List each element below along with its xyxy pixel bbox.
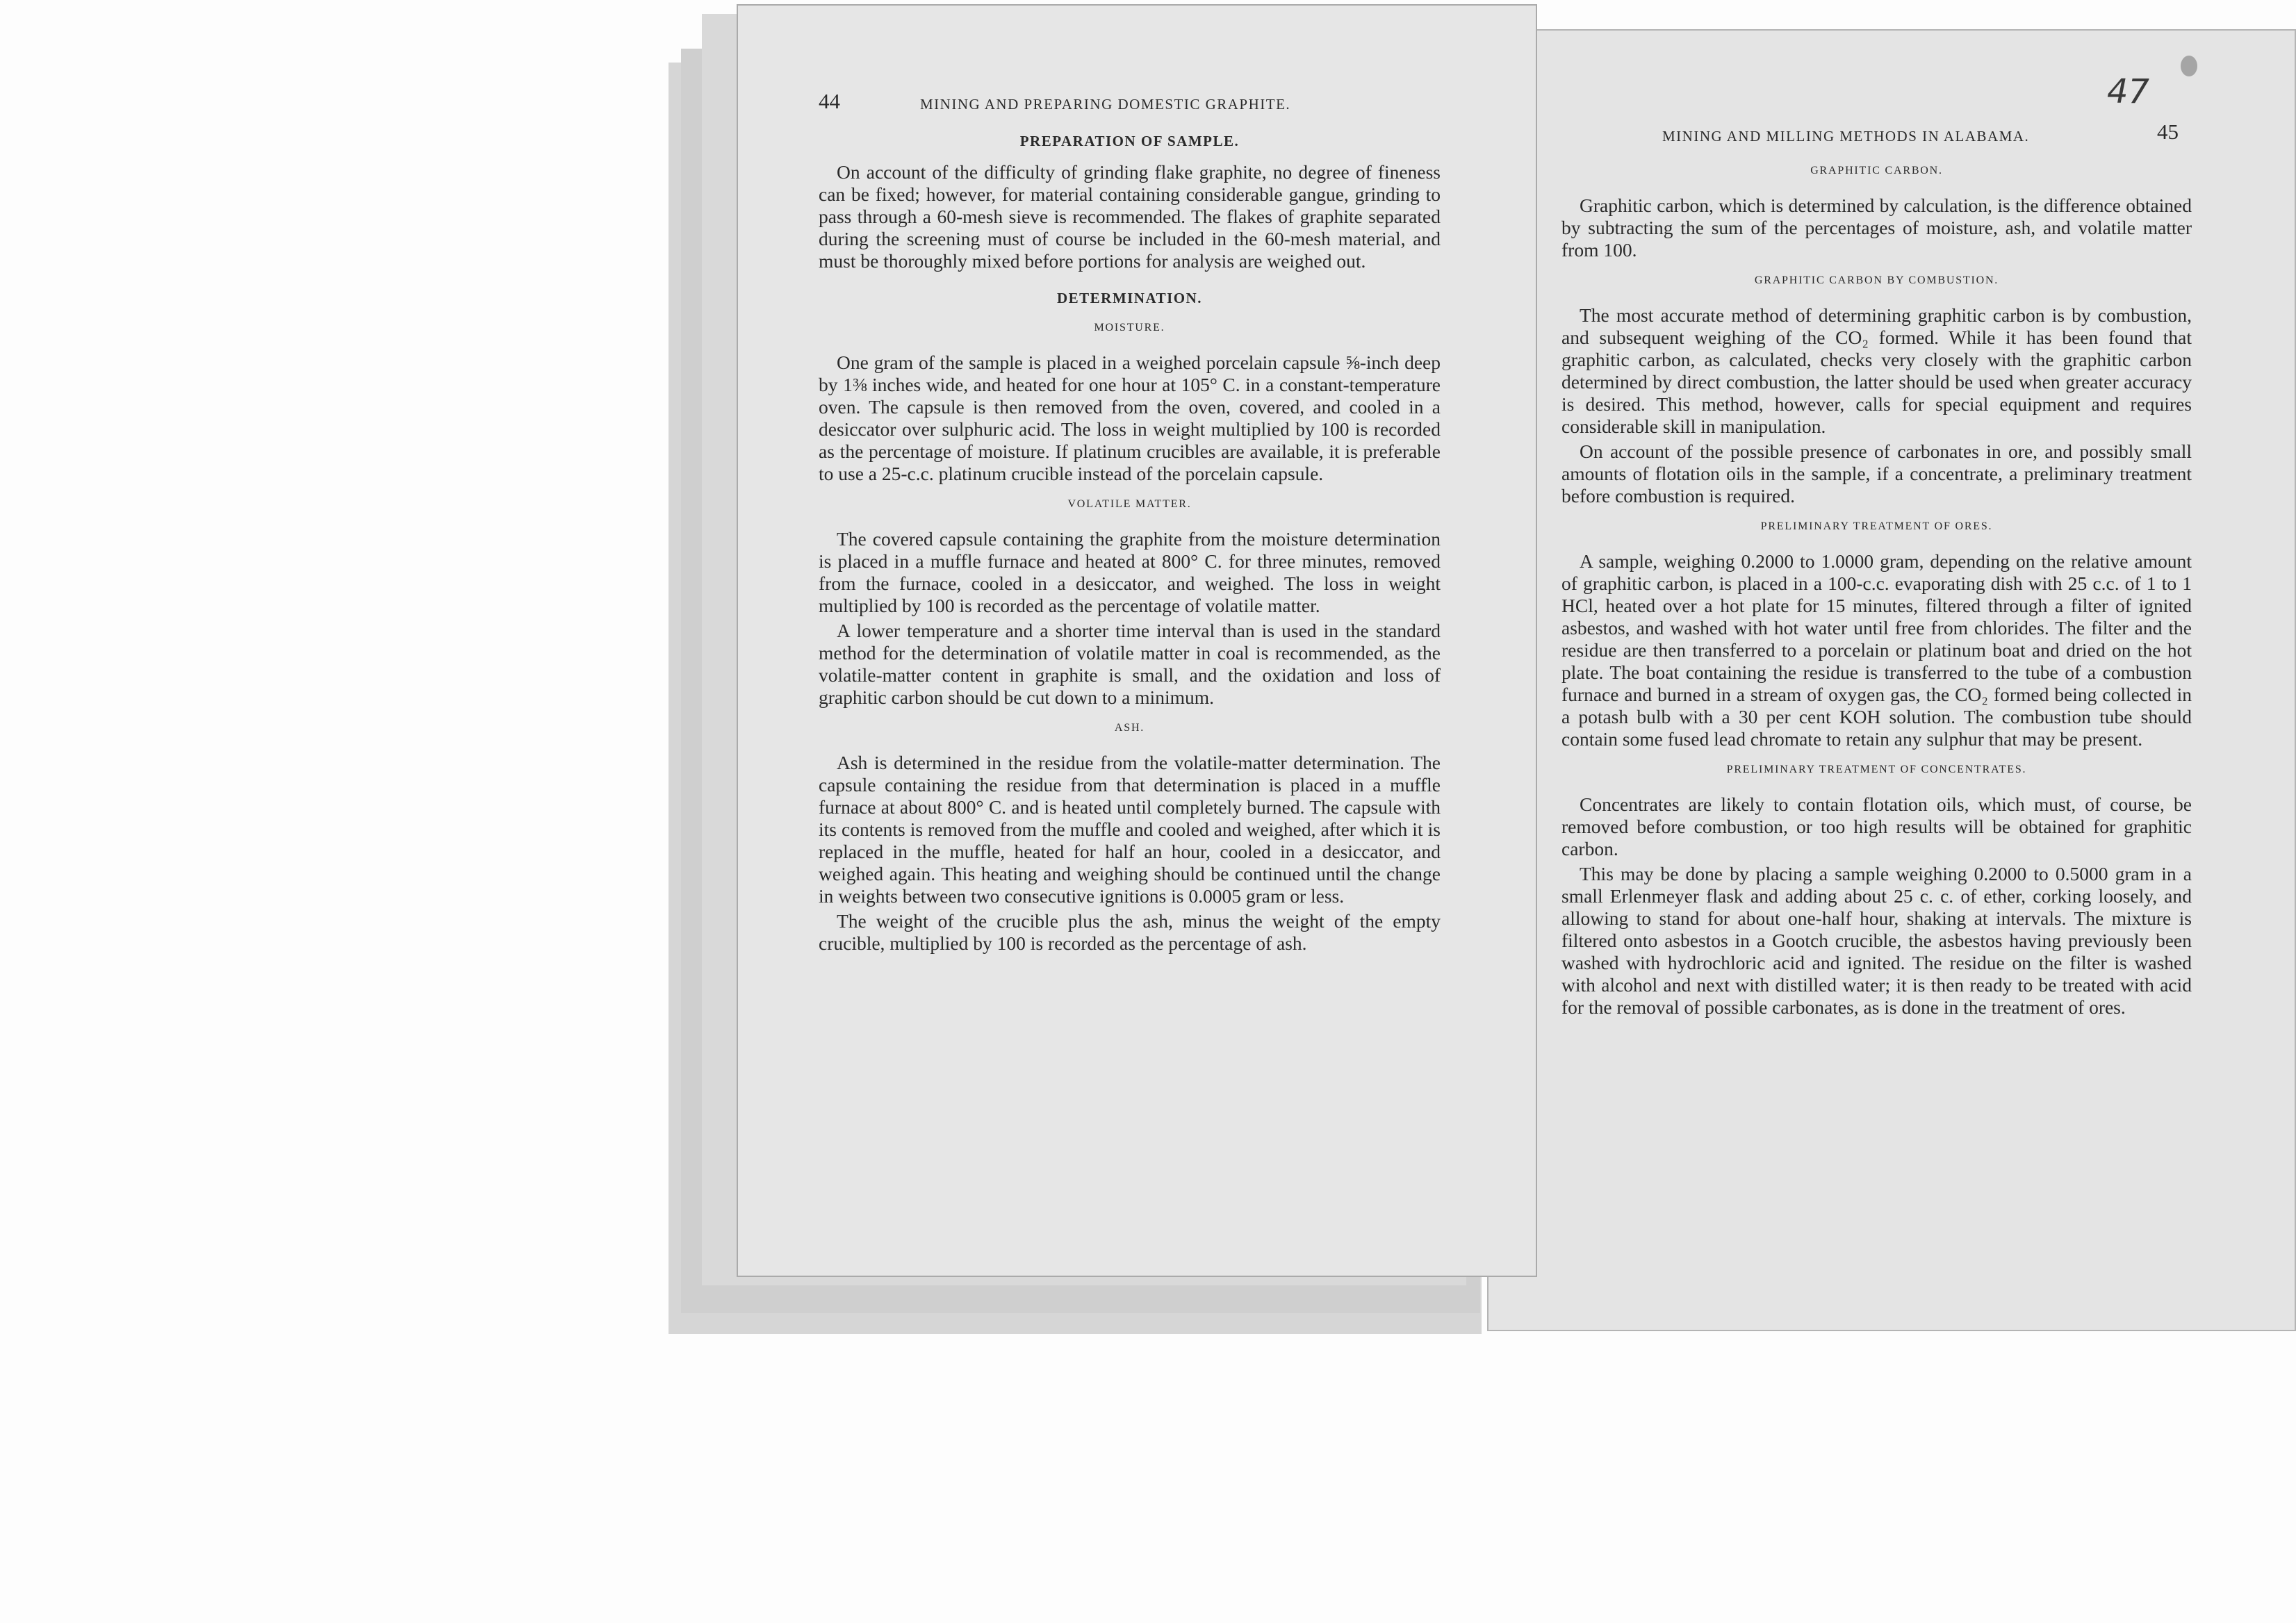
- right-page: [1487, 29, 2296, 1331]
- ink-smudge: [2181, 56, 2197, 76]
- paragraph: Concentrates are likely to contain flotation oils, which must, of course, be removed before combustion, or too high results will be obtained for graphitic carbon.: [1561, 793, 2192, 859]
- left-page-text: [819, 131, 1441, 957]
- running-head: MINING AND PREPARING DOMESTIC GRAPHITE.: [920, 96, 1291, 113]
- paragraph: The weight of the crucible plus the ash, minus the weight of the empty crucible, multiplied by 100 is recorded as the percentage of ash.: [819, 910, 1441, 954]
- right-page-text: [1561, 163, 2192, 1021]
- section-heading: PRELIMINARY TREATMENT OF CONCENTRATES.: [1726, 764, 2027, 775]
- paragraph: This may be done by placing a sample weighing 0.2000 to 0.5000 gram in a small Erlenmeyer flask and adding about 25 c. c. of ether, corking loosely, and allowing to stand for about one-half hour, shaking at intervals. The mixture is filtered onto asbestos in a Gootch crucible, the asbestos having previously been washed with hydrochloric acid and ignited. The residue on the filter is washed with alcohol and next with distilled water; it is then ready to be treated with acid for the removal of possible carbonates, as is done in the treatment of ores.: [1561, 863, 2192, 1018]
- left-page: [737, 4, 1537, 1277]
- paragraph: One gram of the sample is placed in a weighed porcelain capsule ⅝-inch deep by 1⅜ inches wide, and heated for one hour at 105° C. in a constant-temperature oven. The capsule is then removed from the oven, covered, and cooled in a desiccator over sulphuric acid. The loss in weight multiplied by 100 is recorded as the percentage of moisture. If platinum crucibles are available, it is preferable to use a 25-c.c. platinum crucible instead of the porcelain capsule.: [819, 352, 1441, 484]
- paragraph: The most accurate method of determining graphitic carbon is by combustion, and subsequent weighing of the CO₂ formed. While it has been found that graphitic carbon, as calculated, checks very closely with the graphitic carbon determined by direct combustion, the latter should be used when greater accuracy is desired. This method, however, calls for special equipment and requires considerable skill in manipulation.: [1561, 304, 2192, 437]
- page-number: 45: [2157, 120, 2179, 144]
- section-heading: GRAPHITIC CARBON BY COMBUSTION.: [1754, 274, 1999, 286]
- paragraph: Ash is determined in the residue from the volatile-matter determination. The capsule containing the residue from that determination is placed in a muffle furnace at about 800° C. and is heated until completely burned. The capsule with its contents is removed from the muffle and cooled and weighed, after which it is replaced in the muffle, heated for half an hour, cooled in a desiccator, and weighed again. This heating and weighing should be continued until the change in weights between two consecutive ignitions is 0.0005 gram or less.: [819, 752, 1441, 907]
- paragraph: On account of the difficulty of grinding flake graphite, no degree of fineness can be fixed; however, for material containing considerable gangue, grinding to pass through a 60-mesh sieve is recommended. The flakes of graphite separated during the screening must of course be included in the 60-mesh material, and must be thoroughly mixed before portions for analysis are weighed out.: [819, 161, 1441, 272]
- section-heading: DETERMINATION.: [1056, 290, 1203, 306]
- paragraph: A sample, weighing 0.2000 to 1.0000 gram, depending on the relative amount of graphitic carbon, is placed in a 100-c.c. evaporating dish with 25 c.c. of 1 to 1 HCl, heated over a hot plate for 15 minutes, filtered through a filter of ignited asbestos, and washed with hot water until free from chlorides. The filter and the residue are then transferred to a porcelain or platinum boat and dried on the hot plate. The boat containing the residue is transferred to the tube of a combustion furnace and burned in a stream of oxygen gas, the CO₂ formed being collected in a potash bulb with a 30 per cent KOH solution. The combustion tube should contain some fused lead chromate to retain any sulphur that may be present.: [1561, 550, 2192, 750]
- handwritten-page-number: 47: [2107, 72, 2150, 111]
- section-heading: PREPARATION OF SAMPLE.: [1019, 133, 1240, 149]
- paragraph: Graphitic carbon, which is determined by calculation, is the difference obtained by subtracting the sum of the percentages of moisture, ash, and volatile matter from 100.: [1561, 195, 2192, 261]
- paragraph: A lower temperature and a shorter time interval than is used in the standard method for the determination of volatile matter in coal is recommended, as the volatile-matter content in graphite is small, and the oxidation and loss of graphitic carbon should be cut down to a minimum.: [819, 620, 1441, 708]
- section-heading: MOISTURE.: [1094, 322, 1165, 333]
- paragraph: The covered capsule containing the graphite from the moisture determination is placed in a muffle furnace and heated at 800° C. for three minutes, removed from the furnace, cooled in a desiccator, and weighed. The loss in weight multiplied by 100 is recorded as the percentage of volatile matter.: [819, 528, 1441, 616]
- section-heading: ASH.: [1114, 722, 1145, 734]
- page-number: 44: [819, 89, 840, 113]
- section-heading: PRELIMINARY TREATMENT OF ORES.: [1760, 520, 1993, 532]
- section-heading: VOLATILE MATTER.: [1067, 498, 1192, 510]
- running-head: MINING AND MILLING METHODS IN ALABAMA.: [1662, 128, 2030, 145]
- section-heading: GRAPHITIC CARBON.: [1810, 165, 1943, 176]
- paragraph: On account of the possible presence of carbonates in ore, and possibly small amounts of flotation oils in the sample, if a concentrate, a preliminary treatment before combustion is required.: [1561, 440, 2192, 506]
